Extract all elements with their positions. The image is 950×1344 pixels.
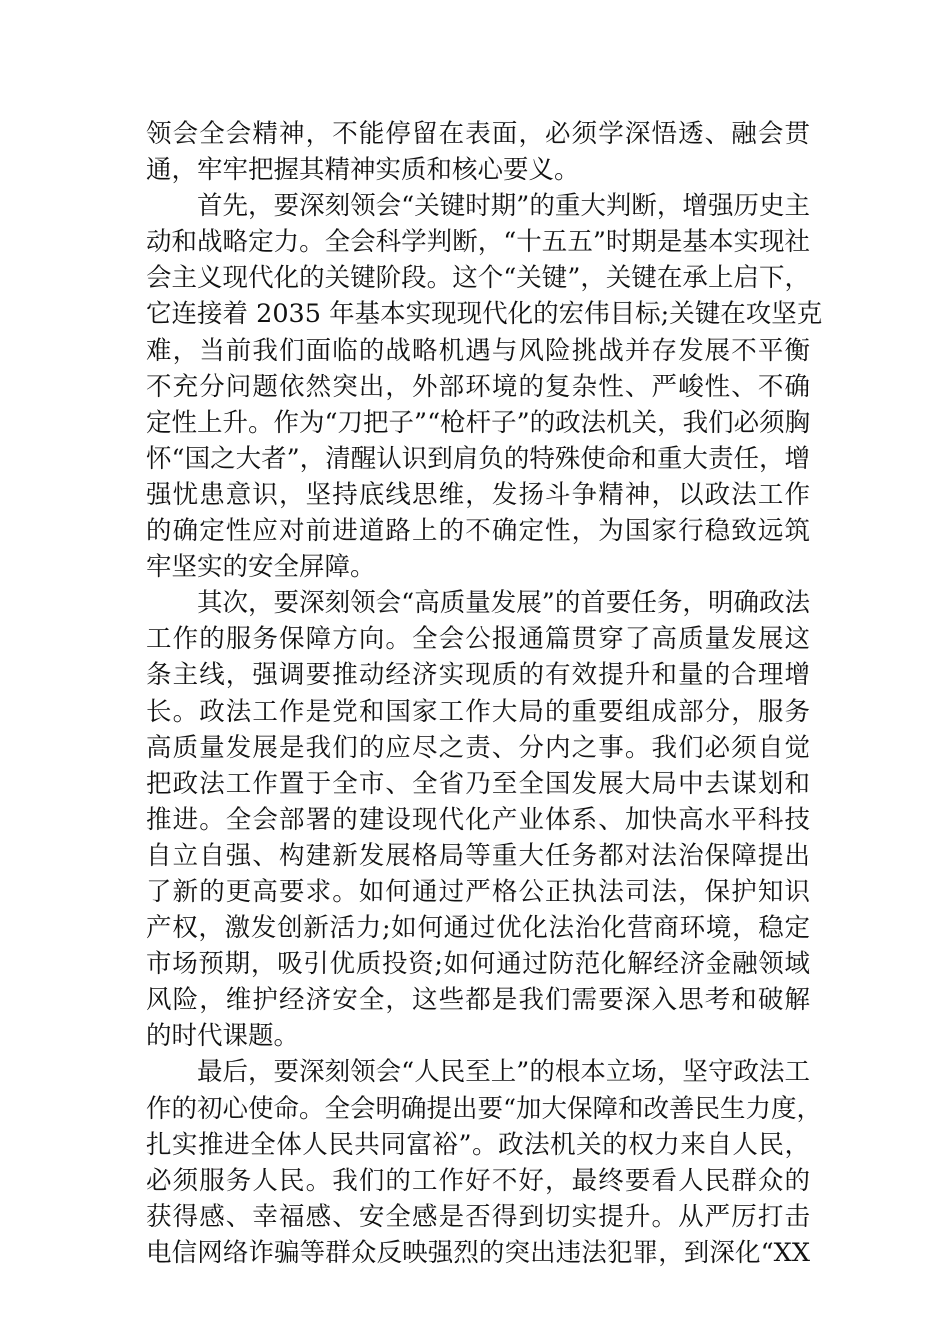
- text-line: 怀“国之大者”，清醒认识到肩负的特殊使命和重大责任，增: [146, 443, 810, 474]
- text-line: 作的初心使命。全会明确提出要“加大保障和改善民生力度，: [146, 1093, 823, 1124]
- text-line: 领会全会精神，不能停留在表面，必须学深悟透、融会贯: [146, 119, 810, 149]
- text-line: 的确定性应对前进道路上的不确定性，为国家行稳致远筑: [146, 516, 810, 547]
- text-line: 电信网络诈骗等群众反映强烈的突出违法犯罪，到深化“XX: [146, 1237, 810, 1268]
- text-line: 的时代课题。: [146, 1021, 300, 1052]
- paragraph-first-line: 首先，要深刻领会“关键时期”的重大判断，增强历史主: [197, 191, 810, 222]
- text-line: 了新的更高要求。如何通过严格公正执法司法，保护知识: [146, 876, 810, 907]
- text-line: 定性上升。作为“刀把子”“枪杆子”的政法机关，我们必须胸: [146, 407, 811, 438]
- text-line: 通，牢牢把握其精神实质和核心要义。: [146, 155, 580, 186]
- text-line: 长。政法工作是党和国家工作大局的重要组成部分，服务: [146, 696, 810, 727]
- text-line: 动和战略定力。全会科学判断，“十五五”时期是基本实现社: [146, 227, 810, 258]
- text-line: 必须服务人民。我们的工作好不好，最终要看人民群众的: [146, 1165, 810, 1196]
- text-line: 自立自强、构建新发展格局等重大任务都对法治保障提出: [146, 840, 810, 871]
- text-line: 不充分问题依然突出，外部环境的复杂性、严峻性、不确: [146, 371, 810, 402]
- text-line: 获得感、幸福感、安全感是否得到切实提升。从严厉打击: [146, 1201, 810, 1232]
- text-line: 强忧患意识，坚持底线思维，发扬斗争精神，以政法工作: [146, 479, 810, 510]
- paragraph-first-line: 最后，要深刻领会“人民至上”的根本立场，坚守政法工: [197, 1057, 810, 1088]
- text-line: 推进。全会部署的建设现代化产业体系、加快高水平科技: [146, 804, 810, 835]
- text-line: 把政法工作置于全市、全省乃至全国发展大局中去谋划和: [146, 768, 810, 799]
- text-line: 工作的服务保障方向。全会公报通篇贯穿了高质量发展这: [146, 624, 810, 655]
- text-line: 牢坚实的安全屏障。: [146, 552, 376, 583]
- text-line: 它连接着 2035 年基本实现现代化的宏伟目标;关键在攻坚克: [146, 299, 823, 330]
- text-line: 高质量发展是我们的应尽之责、分内之事。我们必须自觉: [146, 732, 810, 763]
- body-text: [146, 116, 823, 1271]
- text-line: 条主线，强调要推动经济实现质的有效提升和量的合理增: [146, 660, 810, 691]
- paragraph-first-line: 其次，要深刻领会“高质量发展”的首要任务，明确政法: [197, 588, 810, 619]
- text-line: 市场预期，吸引优质投资;如何通过防范化解经济金融领域: [146, 949, 810, 980]
- text-line: 难，当前我们面临的战略机遇与风险挑战并存发展不平衡: [146, 335, 810, 366]
- text-line: 扎实推进全体人民共同富裕”。政法机关的权力来自人民，: [146, 1129, 810, 1160]
- text-line: 风险，维护经济安全，这些都是我们需要深入思考和破解: [146, 985, 810, 1016]
- text-line: 产权，激发创新活力;如何通过优化法治化营商环境，稳定: [146, 913, 810, 944]
- text-line: 会主义现代化的关键阶段。这个“关键”，关键在承上启下，: [146, 263, 810, 294]
